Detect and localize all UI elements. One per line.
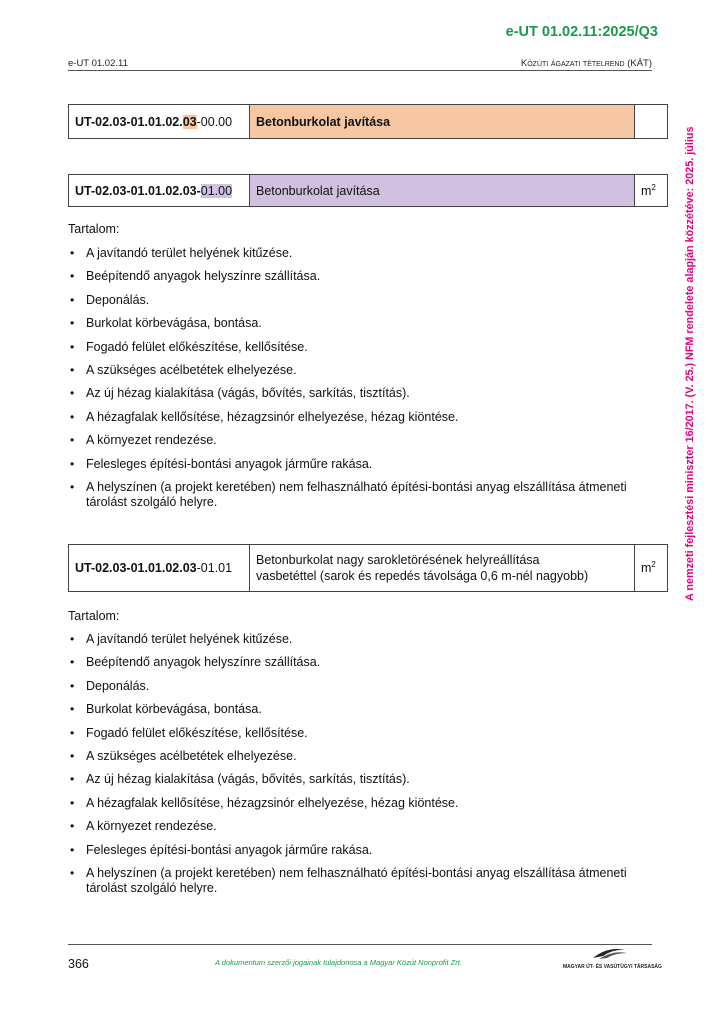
list-item-text: Fogadó felület előkészítése, kellősítése. xyxy=(86,725,308,740)
item-table-2 xyxy=(68,174,668,207)
list-item-text: A környezet rendezése. xyxy=(86,819,217,834)
list-item-text: A javítandó terület helyének kitűzése. xyxy=(86,632,293,646)
list-item-text: A helyszínen (a projekt keretében) nem felhasználható építési-bontási anyag elszállítása átmeneti tárolást szolgáló helyre. xyxy=(86,865,627,895)
list-item xyxy=(68,796,628,811)
item-code: UT-02.03-01.01.02.03-00.00 xyxy=(69,105,250,139)
list-item-text: Beépítendő anyagok helyszínre szállítása. xyxy=(86,269,321,284)
list-item xyxy=(68,726,628,741)
list-item xyxy=(68,457,628,472)
list-item-text: A hézagfalak kellősítése, hézagzsinór elhelyezése, hézag kiöntése. xyxy=(86,409,459,424)
content-list-2 xyxy=(68,632,628,904)
header-document-id: e-UT 01.02.11 xyxy=(68,58,128,69)
item-unit: $m^2$ xyxy=(635,175,668,207)
bullet-icon: • xyxy=(70,748,75,763)
header-divider xyxy=(68,70,652,71)
list-item xyxy=(68,749,628,764)
bullet-icon: • xyxy=(70,316,75,331)
content-label: Tartalom: xyxy=(68,609,120,623)
bullet-icon: • xyxy=(70,479,75,494)
bullet-icon: • xyxy=(70,678,75,693)
header-section-title: Közúti ágazati tételrend (KÁT) xyxy=(520,58,652,69)
list-item xyxy=(68,702,628,717)
list-item xyxy=(68,386,628,401)
side-publication-note: A nemzeti fejlesztési miniszter 16/2017. (V. 25.) NFM rendelete alapján közzétéve: 2025. július xyxy=(684,126,696,602)
list-item-text: A hézagfalak kellősítése, hézagzsinór elhelyezése, hézag kiöntése. xyxy=(86,795,459,810)
bullet-icon: • xyxy=(70,292,75,307)
bullet-icon: • xyxy=(70,386,75,401)
bullet-icon: • xyxy=(70,456,75,471)
list-item-text: A javítandó terület helyének kitűzése. xyxy=(86,246,293,260)
bullet-icon: • xyxy=(70,819,75,834)
item-unit: $m^2$ xyxy=(635,545,668,592)
list-item xyxy=(68,433,628,448)
list-item xyxy=(68,772,628,787)
bullet-icon: • xyxy=(70,632,75,646)
logo-swoosh-icon xyxy=(563,944,653,962)
list-item-text: A helyszínen (a projekt keretében) nem felhasználható építési-bontási anyag elszállítása átmeneti tárolást szolgáló helyre. xyxy=(86,479,627,509)
item-code: UT-02.03-01.01.02.03-01.01 xyxy=(69,545,250,592)
list-item xyxy=(68,410,628,425)
list-item xyxy=(68,679,628,694)
list-item-text: Burkolat körbevágása, bontása. xyxy=(86,316,262,331)
item-table-3 xyxy=(68,544,668,592)
item-description: Betonburkolat javítása xyxy=(250,175,635,207)
list-item xyxy=(68,655,628,670)
item-description: Betonburkolat javítása xyxy=(250,105,635,139)
content-label: Tartalom: xyxy=(68,222,120,236)
list-item xyxy=(68,363,628,378)
list-item xyxy=(68,269,628,284)
footer-copyright: A dokumentum szerzői jogainak tulajdonosa a Magyar Közút Nonprofit Zrt. xyxy=(215,958,462,967)
list-item-text: A környezet rendezése. xyxy=(86,433,217,448)
list-item xyxy=(68,340,628,355)
list-item xyxy=(68,316,628,331)
bullet-icon: • xyxy=(70,842,75,857)
bullet-icon: • xyxy=(70,772,75,787)
list-item xyxy=(68,843,628,858)
list-item-text: Az új hézag kialakítása (vágás, bővítés, sarkítás, tisztítás). xyxy=(86,772,410,787)
list-item xyxy=(68,632,628,647)
bullet-icon: • xyxy=(70,362,75,377)
bullet-icon: • xyxy=(70,339,75,354)
page-number: 366 xyxy=(68,957,89,971)
bullet-icon: • xyxy=(70,655,75,670)
item-unit xyxy=(635,105,668,139)
list-item-text: Burkolat körbevágása, bontása. xyxy=(86,702,262,717)
list-item-text: Deponálás. xyxy=(86,292,150,307)
list-item-text: Az új hézag kialakítása (vágás, bővítés, sarkítás, tisztítás). xyxy=(86,386,410,401)
logo-text: MAGYAR ÚT- ÉS VASÚTÜGYI TÁRSASÁG xyxy=(563,964,662,970)
bullet-icon: • xyxy=(70,795,75,810)
list-item-text: Beépítendő anyagok helyszínre szállítása. xyxy=(86,655,321,670)
bullet-icon: • xyxy=(70,702,75,717)
list-item xyxy=(68,866,628,896)
document-code-title: e-UT 01.02.11:2025/Q3 xyxy=(505,24,658,40)
item-description: Betonburkolat nagy sarokletörésének helyreállítása vasbetéttel (sarok és repedés távolsága 0,6 m-nél nagyobb) xyxy=(250,545,635,592)
item-table-1 xyxy=(68,104,668,139)
bullet-icon: • xyxy=(70,865,75,880)
list-item xyxy=(68,480,628,510)
bullet-icon: • xyxy=(70,433,75,448)
bullet-icon: • xyxy=(70,409,75,424)
bullet-icon: • xyxy=(70,269,75,284)
list-item-text: Felesleges építési-bontási anyagok járműre rakása. xyxy=(86,842,373,857)
list-item-text: Felesleges építési-bontási anyagok járműre rakása. xyxy=(86,456,373,471)
list-item-text: A szükséges acélbetétek elhelyezése. xyxy=(86,748,297,763)
list-item xyxy=(68,246,628,261)
bullet-icon: • xyxy=(70,725,75,740)
content-list-1 xyxy=(68,246,628,518)
list-item-text: Deponálás. xyxy=(86,678,150,693)
list-item xyxy=(68,819,628,834)
item-code: UT-02.03-01.01.02.03-01.00 xyxy=(69,175,250,207)
list-item-text: A szükséges acélbetétek elhelyezése. xyxy=(86,362,297,377)
list-item-text: Fogadó felület előkészítése, kellősítése. xyxy=(86,339,308,354)
company-logo xyxy=(563,944,662,970)
list-item xyxy=(68,293,628,308)
bullet-icon: • xyxy=(70,246,75,260)
